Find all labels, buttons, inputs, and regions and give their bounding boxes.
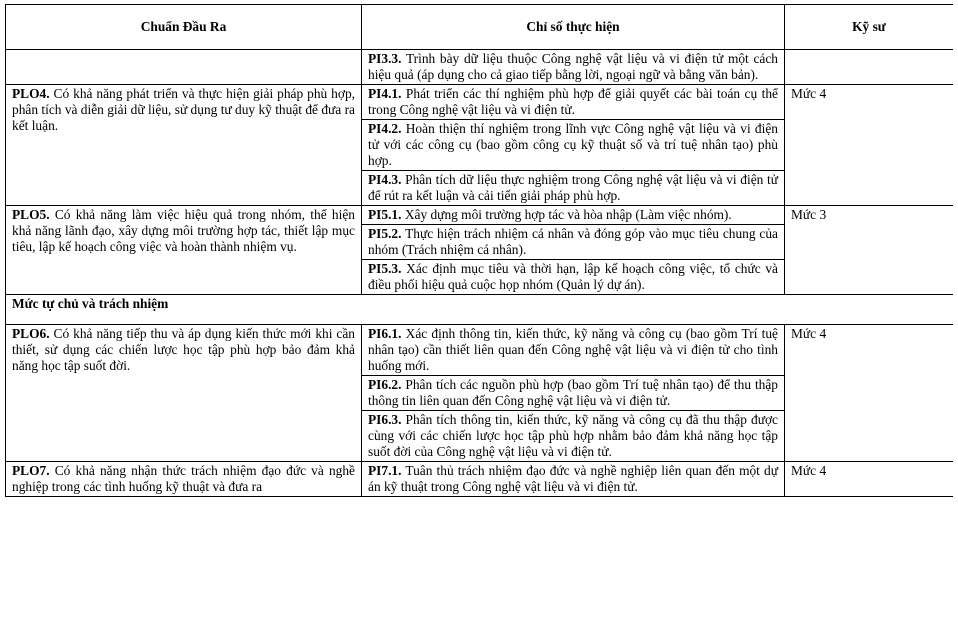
plo-text: Có khả năng phát triển và thực hiện giải pháp phù hợp, phân tích và diễn giải dữ liệu, sử dụng tư duy kỹ thuật để đưa ra kết luận. — [12, 86, 355, 133]
pi-text: Trình bày dữ liệu thuộc Công nghệ vật liệu và vi điện tử một cách hiệu quả (áp dụng cho cả giao tiếp bằng lời, ngoại ngữ và bằng văn bản). — [368, 51, 778, 82]
pi-code: PI7.1. — [368, 463, 402, 478]
pi-code: PI6.1. — [368, 326, 402, 341]
pi-text: Thực hiện trách nhiệm cá nhân và đóng góp vào mục tiêu chung của nhóm (Trách nhiệm cá nhân). — [368, 226, 778, 257]
pi-text: Xác định thông tin, kiến thức, kỹ năng và công cụ (bao gồm Trí tuệ nhân tạo) cần thiết liên quan đến Công nghệ vật liệu và vi điện tử cho tình huống mới. — [368, 326, 778, 373]
pi-cell-6-1 — [362, 325, 785, 376]
pi-cell-5-2 — [362, 225, 785, 260]
pi-cell-6-3 — [362, 411, 785, 462]
plo-text: Có khả năng nhận thức trách nhiệm đạo đức và nghề nghiệp trong các tình huống kỹ thuật và đưa ra — [12, 463, 355, 494]
plo-code: PLO5. — [12, 207, 50, 222]
level-cell-4: Mức 4 — [785, 85, 954, 206]
pi-cell-3-3 — [362, 50, 785, 85]
header-plo: Chuẩn Đầu Ra — [6, 5, 362, 50]
pi-text: Phân tích thông tin, kiến thức, kỹ năng và công cụ đã thu thập được cùng với các chiến lược học tập phù hợp nhằm bảo đảm khả năng học tập suốt đời của Công nghệ vật liệu và vi điện tử. — [368, 412, 778, 459]
plo-code: PLO6. — [12, 326, 50, 341]
pi-cell-4-1 — [362, 85, 785, 120]
table-row — [6, 50, 954, 85]
pi-cell-4-3 — [362, 171, 785, 206]
pi-text: Phát triển các thí nghiệm phù hợp để giải quyết các bài toán cụ thể trong Công nghệ vật liệu và vi điện tử. — [368, 86, 778, 117]
pi-text: Xây dựng môi trường hợp tác và hòa nhập (Làm việc nhóm). — [401, 207, 732, 222]
pi-code: PI5.3. — [368, 261, 402, 276]
pi-cell-6-2 — [362, 376, 785, 411]
pi-code: PI4.2. — [368, 121, 402, 136]
pi-cell-7-1 — [362, 462, 785, 497]
level-cell-5: Mức 3 — [785, 206, 954, 295]
pi-code: PI4.3. — [368, 172, 402, 187]
table-row — [6, 206, 954, 225]
table-row — [6, 462, 954, 497]
plo-cell-6 — [6, 325, 362, 462]
pi-code: PI5.1. — [368, 207, 402, 222]
plo3-continuation-cell — [6, 50, 362, 85]
pi-code: PI4.1. — [368, 86, 402, 101]
pi-code: PI3.3. — [368, 51, 402, 66]
pi-text: Hoàn thiện thí nghiệm trong lĩnh vực Công nghệ vật liệu và vi điện tử với các công cụ (bao gồm công cụ kỹ thuật số và trí tuệ nhân tạo) phù hợp. — [368, 121, 778, 168]
section-title: Mức tự chủ và trách nhiệm — [6, 295, 954, 325]
level-cell-7: Mức 4 — [785, 462, 954, 497]
pi-text: Tuân thủ trách nhiệm đạo đức và nghề nghiệp liên quan đến một dự án kỹ thuật trong Công nghệ vật liệu và vi điện tử. — [368, 463, 778, 494]
pi-text: Phân tích dữ liệu thực nghiệm trong Công nghệ vật liệu và vi điện tử để rút ra kết luận và cải tiến giải pháp phù hợp. — [368, 172, 778, 203]
plo-cell-5 — [6, 206, 362, 295]
pi-cell-5-3 — [362, 260, 785, 295]
pi-cell-5-1 — [362, 206, 785, 225]
document-page — [5, 4, 953, 643]
plo-text: Có khả năng làm việc hiệu quả trong nhóm, thể hiện khả năng lãnh đạo, xây dựng môi trường hợp tác, thiết lập mục tiêu, lập kế hoạch công việc và hoàn thành nhiệm vụ. — [12, 207, 355, 254]
plo-code: PLO7. — [12, 463, 50, 478]
pi-text: Xác định mục tiêu và thời hạn, lập kế hoạch công việc, tổ chức và điều phối hiệu quả cuộc họp nhóm (Quản lý dự án). — [368, 261, 778, 292]
level-cell-6: Mức 4 — [785, 325, 954, 462]
header-pi: Chỉ số thực hiện — [362, 5, 785, 50]
level-cell-empty — [785, 50, 954, 85]
plo-text: Có khả năng tiếp thu và áp dụng kiến thức mới khi cần thiết, sử dụng các chiến lược học tập phù hợp bảo đảm khả năng học tập suốt đời. — [12, 326, 355, 373]
header-level: Kỹ sư — [785, 5, 954, 50]
table-row — [6, 85, 954, 120]
pi-code: PI6.2. — [368, 377, 402, 392]
pi-code: PI6.3. — [368, 412, 402, 427]
plo-code: PLO4. — [12, 86, 50, 101]
pi-cell-4-2 — [362, 120, 785, 171]
section-row — [6, 295, 954, 325]
plo-cell-4 — [6, 85, 362, 206]
plo-cell-7 — [6, 462, 362, 497]
table-row — [6, 325, 954, 376]
plo-table — [5, 4, 953, 497]
table-header-row — [6, 5, 954, 50]
pi-text: Phân tích các nguồn phù hợp (bao gồm Trí tuệ nhân tạo) để thu thập thông tin liên quan đến Công nghệ vật liệu và vi điện tử. — [368, 377, 778, 408]
pi-code: PI5.2. — [368, 226, 402, 241]
